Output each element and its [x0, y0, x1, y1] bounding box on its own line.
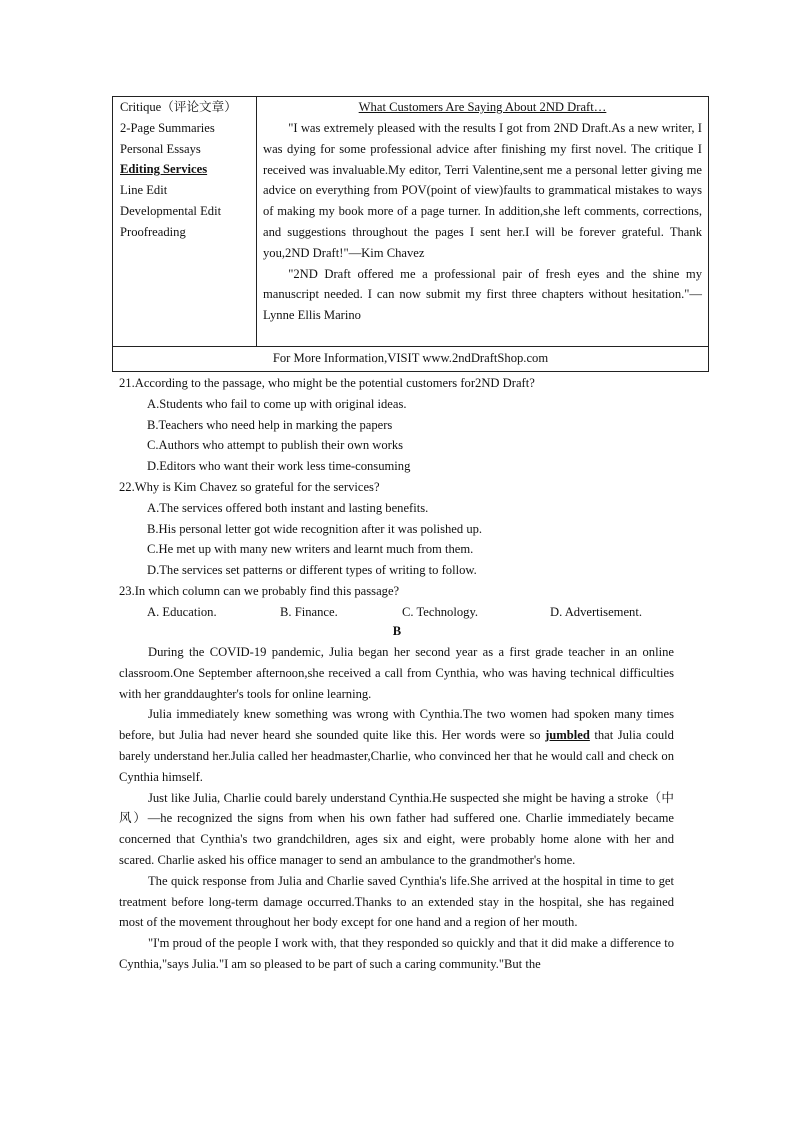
question-21-stem: 21.According to the passage, who might be the potential customers for2ND Draft? — [119, 376, 535, 390]
question-21-option-d[interactable]: D.Editors who want their work less time-consuming — [147, 459, 411, 474]
questions-block — [119, 373, 719, 623]
service-item-developmental-edit: Developmental Edit — [120, 203, 222, 218]
testimonial-kim-chavez: "I was extremely pleased with the results I got from 2ND Draft.As a new writer, I was dying for some professional advice after finishing my first novel. The critique I received was invaluable.My editor, Terri Valentine,sent me a personal letter giving me advice on everything from POV(point of view)faults to grammatical mistakes to ways of making my book more of a page turner. In addition,she left comments, corrections, and suggestions throughout the pages I sent her.I will be forever grateful. Thank you,2ND Draft!"—Kim Chavez — [263, 121, 702, 260]
advertisement-table — [112, 96, 709, 372]
question-23-options — [119, 602, 719, 623]
question-23-option-b[interactable]: B. Finance. — [280, 604, 338, 619]
service-item-essays: Personal Essays — [120, 141, 201, 156]
passage-paragraph-1: During the COVID-19 pandemic, Julia began her second year as a first grade teacher in an online classroom.One September afternoon,she received a call from Cynthia, who was having technical difficulties with her granddaughter's tools for online learning. — [119, 645, 674, 701]
question-22-option-d[interactable]: D.The services set patterns or different types of writing to follow. — [147, 563, 477, 578]
question-21-option-c[interactable]: C.Authors who attempt to publish their own works — [147, 438, 404, 453]
paragraph-2-text-after: that Julia could barely understand her.Julia called her headmaster,Charlie, who convinced her that he would call and check on Cynthia himself. — [119, 728, 674, 784]
testimonial-lynne-marino: "2ND Draft offered me a professional pair of fresh eyes and the shine my manuscript needed. I can now submit my first three chapters without hesitation."—Lynne Ellis Marino — [263, 266, 702, 323]
highlighted-word-jumbled: jumbled — [545, 728, 590, 743]
question-23-option-d[interactable]: D. Advertisement. — [550, 604, 642, 619]
paragraph-2-text-before: Julia immediately knew something was wrong with Cynthia.The two women had spoken many times before, but Julia had never heard she sounded quite like this. Her words were so — [119, 707, 674, 743]
service-item-critique: Critique（评论文章） — [120, 100, 237, 114]
question-22-option-a[interactable]: A.The services offered both instant and lasting benefits. — [147, 500, 429, 515]
passage-b — [119, 642, 674, 975]
passage-paragraph-5: "I'm proud of the people I work with, that they responded so quickly and that it did make a difference to Cynthia,"says Julia."I am so pleased to be part of such a caring community."But the — [119, 936, 674, 971]
section-b-label: B — [392, 624, 402, 638]
services-list — [113, 97, 257, 346]
question-22-stem: 22.Why is Kim Chavez so grateful for the services? — [119, 479, 380, 494]
testimonials-title: What Customers Are Saying About 2ND Draft… — [358, 100, 607, 114]
question-22-option-c[interactable]: C.He met up with many new writers and learnt much from them. — [147, 542, 474, 557]
service-item-summaries: 2-Page Summaries — [120, 120, 215, 135]
question-21-option-b[interactable]: B.Teachers who need help in marking the papers — [147, 417, 393, 432]
passage-paragraph-4: The quick response from Julia and Charlie saved Cynthia's life.She arrived at the hospital in time to get treatment before long-term damage occurred.Thanks to an extended stay in the hospital, she has regained most of the movement throughout her body except for one hand and a region of her mouth. — [119, 873, 674, 930]
question-23-stem: 23.In which column can we probably find this passage? — [119, 583, 400, 598]
service-heading-editing: Editing Services — [120, 162, 208, 177]
testimonials — [257, 97, 708, 346]
question-21-option-a[interactable]: A.Students who fail to come up with original ideas. — [147, 396, 407, 411]
passage-paragraph-2 — [119, 704, 674, 787]
service-item-line-edit: Line Edit — [120, 183, 168, 198]
question-23-option-a[interactable]: A. Education. — [147, 604, 217, 619]
question-22-option-b[interactable]: B.His personal letter got wide recognition after it was polished up. — [147, 521, 483, 536]
question-23-option-c[interactable]: C. Technology. — [402, 604, 479, 619]
ad-footer: For More Information,VISIT www.2ndDraftShop.com — [113, 346, 708, 371]
service-item-proofreading: Proofreading — [120, 224, 186, 239]
passage-paragraph-3: Just like Julia, Charlie could barely understand Cynthia.He suspected she might be having a stroke（中风）—he recognized the signs from when his own father had suffered one. Charlie immediately became concerned that Cynthia's two grandchildren, ages six and eight, were probably home alone with her and scared. Charlie asked his office manager to send an ambulance to the grandmother's home. — [119, 790, 674, 867]
